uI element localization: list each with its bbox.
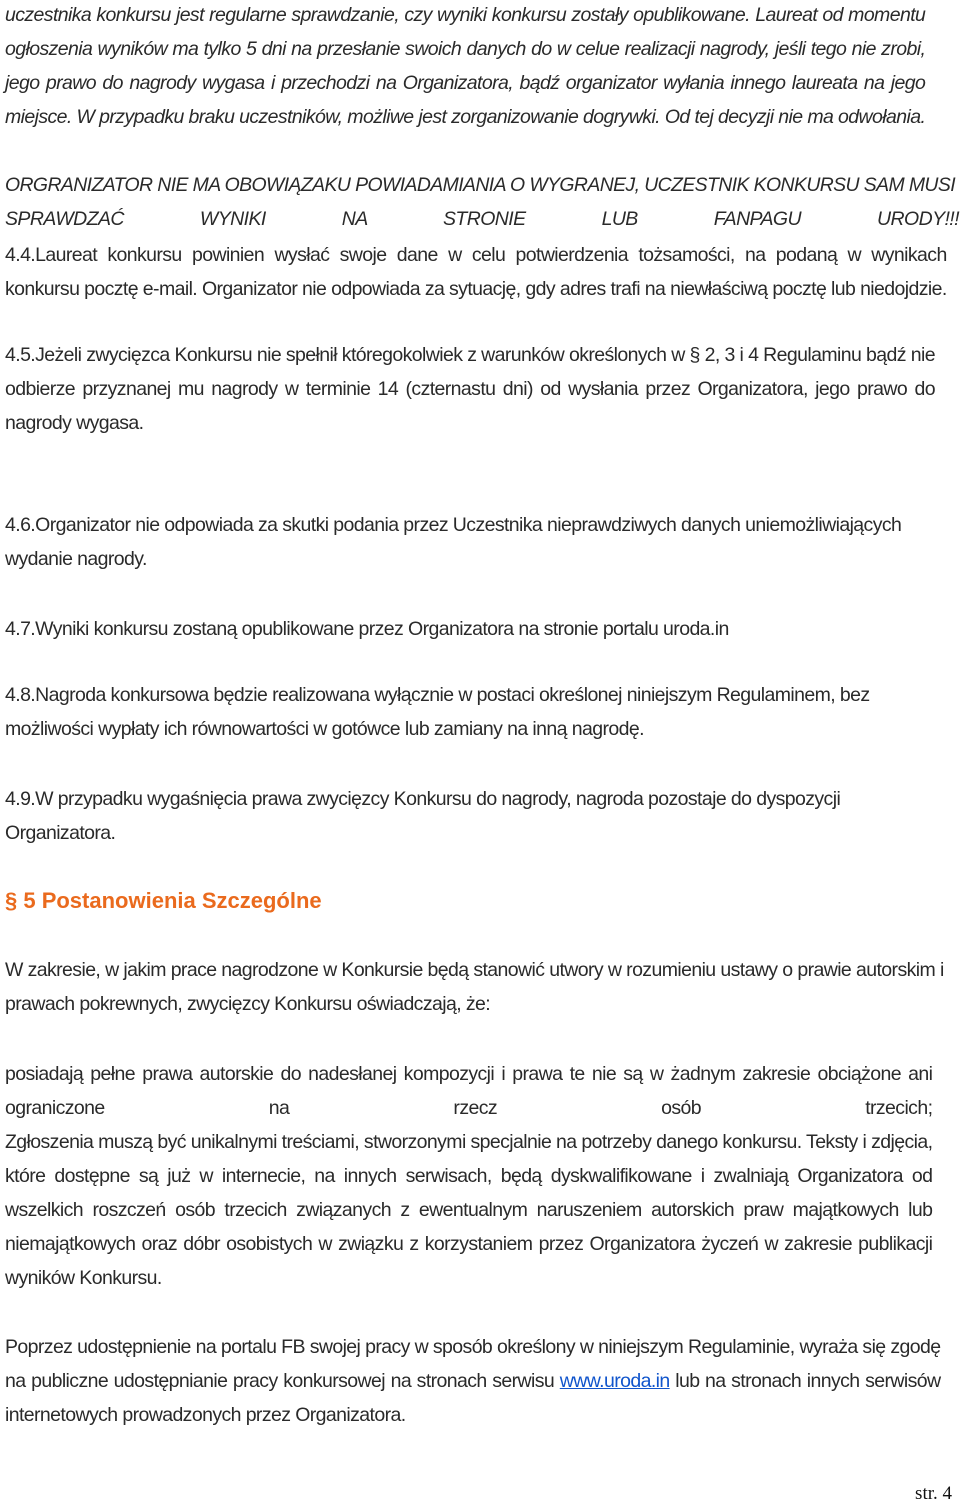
text-line: niemajątkowych oraz dóbr osobistych w związku z korzystaniem przez Organizatora życzeń w zakresie publikacji	[5, 1233, 933, 1255]
text-line: 4.6.Organizator nie odpowiada za skutki podania przez Uczestnika nieprawdziwych danych uniemożliwiających	[5, 514, 902, 536]
paragraph-publication-consent	[5, 1330, 941, 1432]
text-line: 4.9.W przypadku wygaśnięcia prawa zwycięzcy Konkursu do nagrody, nagroda pozostaje do dyspozycji	[5, 788, 841, 810]
page-number: str. 4	[915, 1483, 952, 1504]
text-line-with-link	[5, 1364, 941, 1398]
text-segment: lub na stronach innych serwisów	[669, 1370, 941, 1392]
text-line: uczestnika konkursu jest regularne sprawdzanie, czy wyniki konkursu zostały opublikowane. Laureat od momentu	[5, 4, 926, 26]
text-line: W zakresie, w jakim prace nagrodzone w Konkursie będą stanowić utwory w rozumieniu ustawy o prawie autorskim i	[5, 959, 944, 981]
text-line: posiadają pełne prawa autorskie do nadesłanej kompozycji i prawa te nie są w żadnym zakresie obciążone ani	[5, 1063, 933, 1085]
text-segment: na publiczne udostępnianie pracy konkursowej na stronach serwisu	[5, 1370, 560, 1392]
text-line: 4.8.Nagroda konkursowa będzie realizowana wyłącznie w postaci określonej niniejszym Regulaminem, bez	[5, 684, 870, 706]
paragraph-copyright-statement	[5, 1057, 932, 1295]
text-line: jego prawo do nagrody wygasa i przechodzi na Organizatora, bądź organizator wyłania innego laureata na jego	[5, 72, 926, 94]
text-line: które dostępne są już w internecie, na innych serwisach, będą dyskwalifikowane i zwalniają Organizatora od	[5, 1165, 933, 1187]
paragraph-4-8	[5, 678, 870, 746]
text-line: Zgłoszenia muszą być unikalnymi treściami, stworzonymi specjalnie na potrzeby danego konkursu. Teksty i zdjęcia,	[5, 1131, 933, 1153]
paragraph-4-6	[5, 508, 901, 576]
paragraph-4-9	[5, 782, 840, 850]
text-line: konkursu pocztę e-mail. Organizator nie odpowiada za sytuację, gdy adres trafi na niewłaściwą pocztę lub niedojdzie.	[5, 278, 947, 300]
text-line: Organizatora.	[5, 822, 116, 844]
text-line: 4.4.Laureat konkursu powinien wysłać swoje dane w celu potwierdzenia tożsamości, na podaną w wynikach	[5, 244, 947, 266]
paragraph-4-5	[5, 338, 935, 440]
text-line: wszelkich roszczeń osób trzecich związanych z ewentualnym naruszeniem autorskich praw majątkowych lub	[5, 1199, 933, 1221]
text-line: 4.5.Jeżeli zwycięzca Konkursu nie spełnił któregokolwiek z warunków określonych w § 2, 3 i 4 Regulaminu bądź nie	[5, 344, 935, 366]
paragraph-contest-results-check	[5, 0, 925, 134]
text-line: odbierze przyznanej mu nagrody w terminie 14 (czternastu dni) od wysłania przez Organizatora, jego prawo do	[5, 378, 935, 400]
text-line: prawach pokrewnych, zwycięzcy Konkursu oświadczają, że:	[5, 993, 491, 1015]
section-5-heading: § 5 Postanowienia Szczególne	[5, 888, 322, 913]
text-line: wydanie nagrody.	[5, 548, 147, 570]
text-line: możliwości wypłaty ich równowartości w gotówce lub zamiany na inną nagrodę.	[5, 718, 644, 740]
paragraph-notice-caps	[5, 168, 959, 236]
text-line: wyników Konkursu.	[5, 1267, 162, 1289]
text-line: ogłoszenia wyników ma tylko 5 dni na przesłanie swoich danych do w celue realizacji nagrody, jeśli tego nie zrobi,	[5, 38, 926, 60]
text-line: ORGRANIZATOR NIE MA OBOWIĄZAKU POWIADAMIANIA O WYGRANEJ, UCZESTNIK KONKURSU SAM MUSI	[5, 174, 955, 196]
text-line: miejsce. W przypadku braku uczestników, możliwe jest zorganizowanie dogrywki. Od tej decyzji nie ma odwołania.	[5, 106, 926, 128]
paragraph-4-7	[5, 612, 729, 646]
text-line: Poprzez udostępnienie na portalu FB swojej pracy w sposób określony w niniejszym Regulaminie, wyraża się zgodę	[5, 1336, 941, 1358]
text-line: ograniczone na rzecz osób trzecich;	[5, 1097, 933, 1119]
text-line: SPRAWDZAĆ WYNIKI NA STRONIE LUB FANPAGU URODY!!!	[5, 208, 959, 230]
text-line: 4.7.Wyniki konkursu zostaną opublikowane przez Organizatora na stronie portalu uroda.in	[5, 618, 729, 640]
paragraph-section-5-intro	[5, 953, 944, 1021]
paragraph-4-4	[5, 238, 947, 306]
uroda-website-link[interactable]: www.uroda.in	[559, 1370, 670, 1392]
text-line: internetowych prowadzonych przez Organizatora.	[5, 1404, 406, 1426]
text-line: nagrody wygasa.	[5, 412, 144, 434]
